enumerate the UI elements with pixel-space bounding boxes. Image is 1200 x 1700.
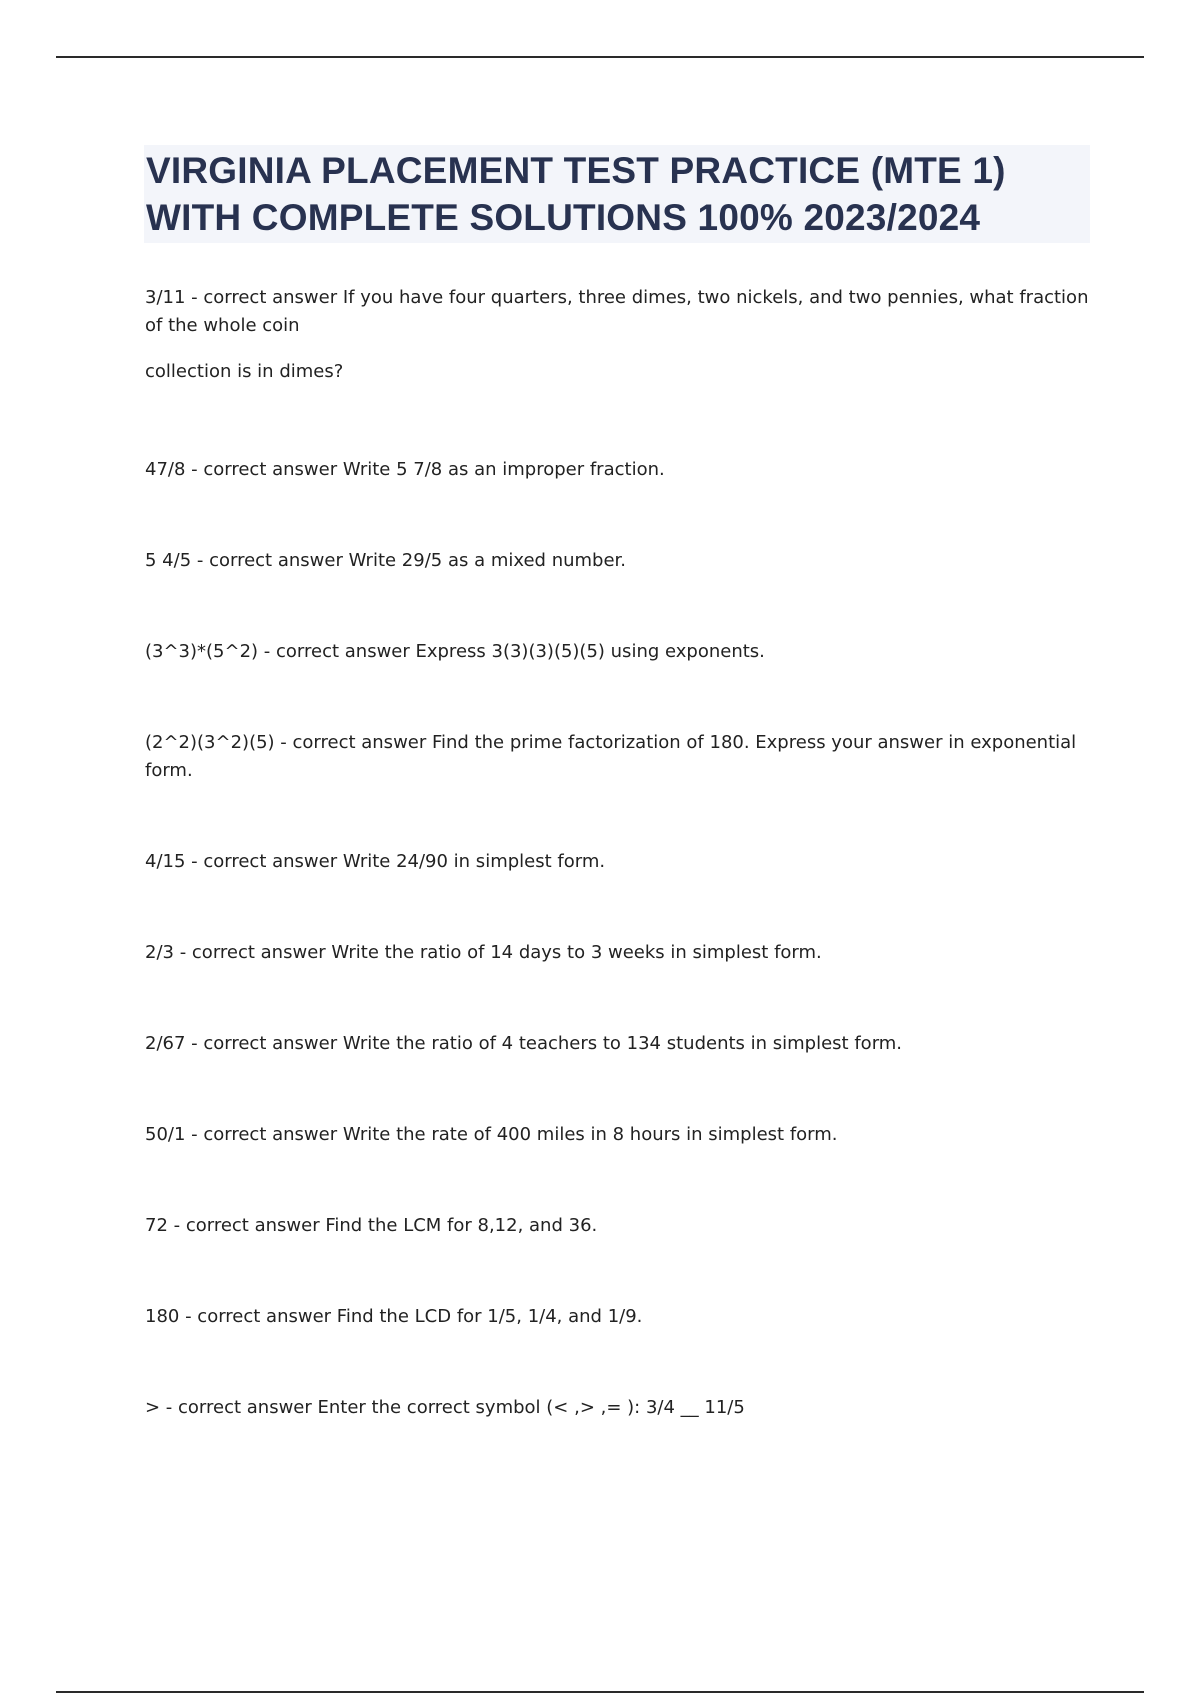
qa-text: (2^2)(3^2)(5) - correct answer Find the prime factorization of 180. Express your answer in exponential form. bbox=[145, 732, 1077, 781]
qa-text: 2/67 - correct answer Write the ratio of 4 teachers to 134 students in simplest form. bbox=[145, 1033, 903, 1054]
qa-text: (3^3)*(5^2) - correct answer Express 3(3)(3)(5)(5) using exponents. bbox=[145, 641, 765, 662]
qa-text-continuation: collection is in dimes? bbox=[145, 361, 344, 382]
qa-item bbox=[145, 456, 1095, 484]
qa-text: 2/3 - correct answer Write the ratio of 14 days to 3 weeks in simplest form. bbox=[145, 942, 822, 963]
qa-text: 50/1 - correct answer Write the rate of 400 miles in 8 hours in simplest form. bbox=[145, 1124, 838, 1145]
qa-text: 4/15 - correct answer Write 24/90 in simplest form. bbox=[145, 851, 606, 872]
qa-item bbox=[145, 284, 1095, 386]
qa-text: 3/11 - correct answer If you have four quarters, three dimes, two nickels, and two pennies, what fraction of the whole coin bbox=[145, 287, 1089, 336]
qa-item bbox=[145, 1212, 1095, 1240]
title-line-2: WITH COMPLETE SOLUTIONS 100% 2023/2024 bbox=[146, 197, 981, 238]
qa-item bbox=[145, 1030, 1095, 1058]
qa-text: 72 - correct answer Find the LCM for 8,12, and 36. bbox=[145, 1215, 598, 1236]
qa-item bbox=[145, 1303, 1095, 1331]
header-rule bbox=[56, 56, 1144, 58]
qa-item bbox=[145, 939, 1095, 967]
qa-item bbox=[145, 1394, 1095, 1422]
qa-item bbox=[145, 638, 1095, 666]
qa-item bbox=[145, 848, 1095, 876]
qa-item bbox=[145, 547, 1095, 575]
qa-item bbox=[145, 729, 1095, 785]
qa-text: 47/8 - correct answer Write 5 7/8 as an improper fraction. bbox=[145, 459, 665, 480]
qa-text: 180 - correct answer Find the LCD for 1/5, 1/4, and 1/9. bbox=[145, 1306, 643, 1327]
document-title bbox=[146, 145, 1090, 243]
qa-list bbox=[145, 284, 1095, 1485]
qa-text: 5 4/5 - correct answer Write 29/5 as a mixed number. bbox=[145, 550, 627, 571]
document-title-block bbox=[144, 145, 1090, 243]
footer-rule bbox=[56, 1691, 1144, 1693]
qa-item bbox=[145, 1121, 1095, 1149]
title-line-1: VIRGINIA PLACEMENT TEST PRACTICE (MTE 1) bbox=[146, 150, 1006, 191]
qa-text: > - correct answer Enter the correct symbol (< ,> ,= ): 3/4 __ 11/5 bbox=[145, 1397, 745, 1418]
